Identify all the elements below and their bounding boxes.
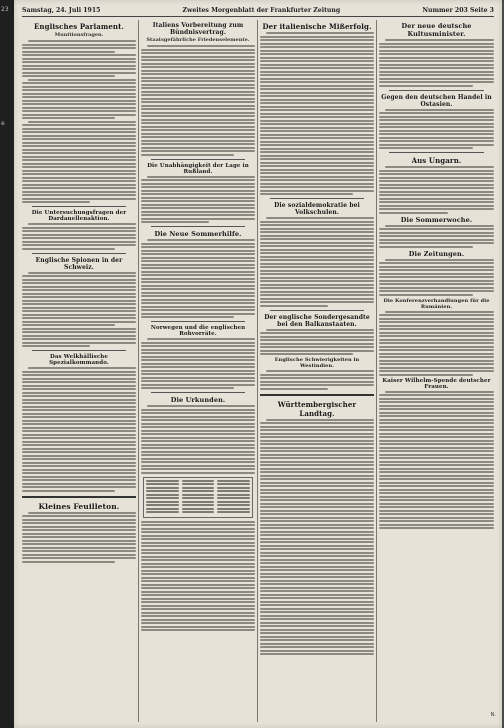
- article-headline: Der italienische Mißerfolg.: [262, 22, 372, 31]
- article-body: [22, 512, 136, 563]
- separator: [32, 350, 126, 351]
- article-headline: Der neue deutsche Kultusminister.: [401, 22, 472, 38]
- article-headline: Die Unabhängigkeit der Lage in Rußland.: [147, 162, 249, 175]
- column-4: [379, 20, 494, 722]
- article-body: [260, 217, 374, 307]
- column-3: [260, 20, 374, 722]
- header-date: Samstag, 24. Juli 1915: [22, 6, 101, 14]
- article-body: [379, 391, 494, 530]
- column-1: [22, 20, 136, 722]
- separator: [270, 310, 364, 311]
- column-rule: [138, 20, 139, 722]
- columns: [22, 20, 494, 722]
- article-headline: Die Sommerwoche.: [400, 215, 473, 224]
- article-subheading: Munitionsfragen.: [54, 32, 104, 38]
- article-headline: Die Urkunden.: [170, 396, 226, 404]
- article-headline: Die sozialdemokratie bei Volkschulen.: [274, 202, 360, 216]
- article-body: [260, 419, 374, 656]
- article-body: [379, 311, 494, 376]
- article-body: [141, 176, 255, 224]
- article-body: [22, 223, 136, 250]
- header-edition: Zweites Morgenblatt der Frankfurter Zeitung: [182, 6, 341, 14]
- article-headline: Kaiser Wilhelm-Spende deutscher Frauen.: [382, 377, 491, 390]
- article-headline: Die Neue Sommerhilfe.: [154, 230, 242, 238]
- article-body: [260, 32, 374, 195]
- feuilleton-headline: Kleines Feuilleton.: [38, 501, 120, 511]
- separator: [151, 226, 245, 227]
- article-headline: Gegen den deutschen Handel in Ostasien.: [381, 93, 492, 108]
- article-body: [260, 370, 374, 390]
- article-body: [141, 405, 255, 474]
- article-headline: Englische Spionen in der Schweiz.: [35, 256, 123, 271]
- article-headline: Die Untersuchungsfragen der Dardanellenaktion.: [31, 210, 127, 222]
- separator: [151, 321, 245, 322]
- column-2: [141, 20, 255, 722]
- article-body: [260, 329, 374, 356]
- article-body: [141, 239, 255, 318]
- article-headline: Englische Schwierigkeiten in Westindien.: [274, 357, 360, 369]
- separator: [151, 159, 245, 160]
- article-headline: Englisches Parlament.: [34, 22, 124, 31]
- article-body: [379, 166, 494, 214]
- separator: [151, 392, 245, 393]
- gutter-mark: 23: [1, 6, 9, 13]
- separator: [270, 198, 364, 199]
- article-body: [379, 259, 494, 296]
- article-body: [141, 521, 255, 632]
- article-headline: Württembergischer Landtag.: [277, 399, 357, 418]
- article-body: [22, 272, 136, 348]
- separator: [389, 90, 484, 91]
- article-body: [379, 109, 494, 150]
- column-rule: [376, 20, 377, 722]
- article-body: [22, 40, 136, 203]
- newspaper-page: [14, 0, 502, 728]
- header-number: Nummer 203 Seite 3: [422, 6, 494, 14]
- article-headline: Aus Ungarn.: [411, 156, 462, 165]
- article-headline: Die Zeitungen.: [408, 249, 465, 258]
- article-body: [379, 225, 494, 248]
- scan-gutter: [0, 0, 14, 728]
- page-footer-mark: N.: [490, 712, 496, 718]
- article-headline: Norwegen und die englischen Rohvorräte.: [150, 325, 246, 337]
- separator: [389, 152, 484, 153]
- column-rule: [257, 20, 258, 722]
- separator: [22, 496, 136, 498]
- separator: [32, 253, 126, 254]
- statistics-table: [143, 477, 253, 518]
- article-body: [141, 338, 255, 389]
- article-subheading: Staatsgefährliche Friedenselemente.: [146, 37, 250, 43]
- gutter-mark: e: [1, 120, 5, 127]
- article-body: [22, 367, 136, 492]
- article-body: [379, 39, 494, 87]
- page-header: [22, 4, 494, 17]
- article-headline: Italiens Vorbereitung zum Bündnisvertrag.: [152, 22, 244, 36]
- article-headline: Der englische Sondergesandte bei den Balkanstaaten.: [264, 313, 370, 328]
- article-body: [141, 45, 255, 156]
- article-headline: Das Welkhällische Spezialkommando.: [49, 354, 109, 366]
- article-headline: Die Konferenzverhandlungen für die Rumänien.: [383, 297, 490, 310]
- separator: [260, 394, 374, 396]
- separator: [32, 206, 126, 207]
